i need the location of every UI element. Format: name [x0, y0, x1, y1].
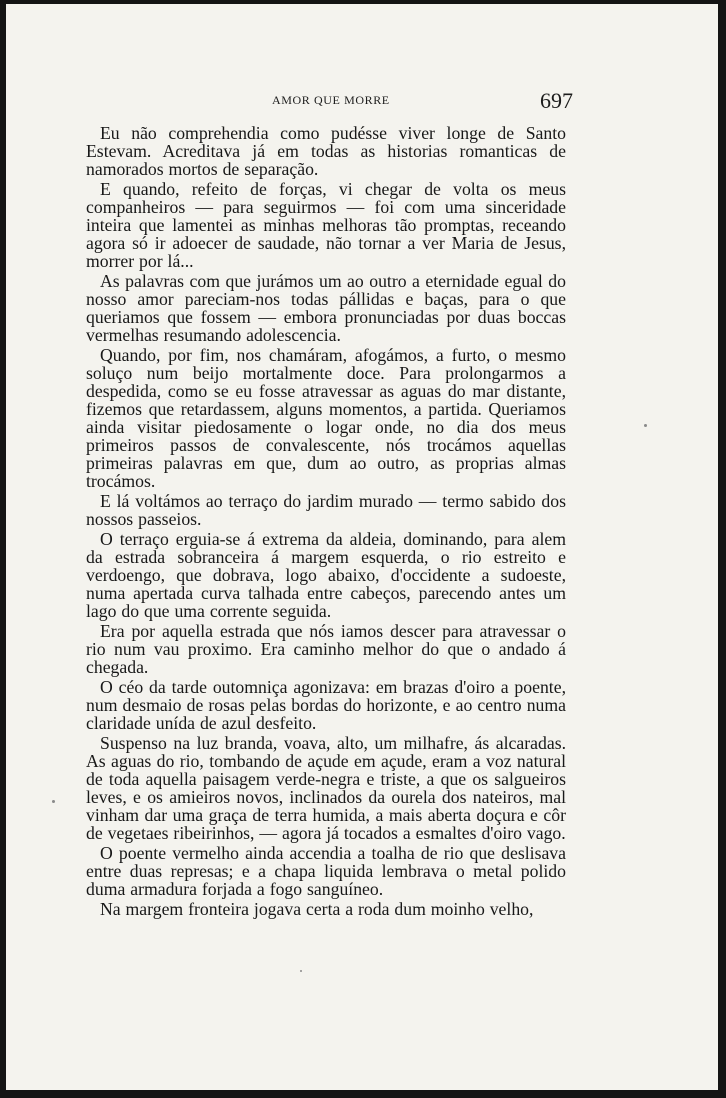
paper-speck: [300, 970, 302, 972]
paragraph: Eu não comprehendia como pudésse viver longe de Santo Estevam. Acreditava já em todas as historias romanticas de namorados mortos de separação.: [86, 123, 566, 179]
paragraph: Suspenso na luz branda, voava, alto, um milhafre, ás alcaradas. As aguas do rio, tombando de açude em açude, eram a voz natural de toda aquella paisagem verde-negra e triste, a que os salgueiros leves, e os amieiros novos, inclinados da ourela dos nateiros, mal vinham dar uma graça de terra humida, a mais aberta doçura e côr de vegetaes ribeirinhos, — agora já tocados a esmaltes d'oiro vago.: [86, 733, 566, 843]
paragraph: E quando, refeito de forças, vi chegar de volta os meus companheiros — para seguirmos — foi com uma sinceridade inteira que lamentei as minhas melhoras tão promptas, receando agora só ir adoecer de saudade, não tornar a ver Maria de Jesus, morrer por lá...: [86, 179, 566, 271]
paragraph: Era por aquella estrada que nós iamos descer para atravessar o rio num vau proximo. Era caminho melhor do que o andado á chegada.: [86, 621, 566, 677]
paragraph: As palavras com que jurámos um ao outro a eternidade egual do nosso amor pareciam-nos todas pállidas e baças, para o que queriamos que fossem — embora pronunciadas por duas boccas vermelhas resumando adolescencia.: [86, 271, 566, 345]
running-head: [0, 88, 726, 116]
paragraph: Quando, por fim, nos chamáram, afogámos, a furto, o mesmo soluço num beijo mortalmente doce. Para prolongarmos a despedida, como se eu fosse atravessar as aguas do mar distante, fizemos que retardassem, alguns momentos, a partida. Queriamos ainda visitar piedosamente o logar onde, no dia dos meus primeiros passos de convalescente, nós trocámos aquellas primeiras palavras em que, dum ao outro, as proprias almas trocámos.: [86, 345, 566, 491]
paragraph: Na margem fronteira jogava certa a roda dum moinho velho,: [100, 899, 534, 919]
body-text: [86, 124, 566, 920]
paragraph: O poente vermelho ainda accendia a toalha de rio que deslisava entre duas represas; e a chapa liquida lembrava o metal polido duma armadura forjada a fogo sanguíneo.: [86, 843, 566, 899]
paper-speck: [644, 424, 647, 427]
page-number: 697: [540, 88, 573, 113]
paragraph: O céo da tarde outomniça agonizava: em brazas d'oiro a poente, num desmaio de rosas pelas bordas do horizonte, e ao centro numa claridade unída de azul desfeito.: [86, 677, 566, 733]
paper-speck: [52, 800, 55, 803]
paragraph: O terraço erguia-se á extrema da aldeia, dominando, para alem da estrada sobranceira á margem esquerda, o rio estreito e verdoengo, que dobrava, logo abaixo, d'occidente a sudoeste, numa apertada curva talhada entre cabeços, parecendo antes um lago do que uma corrente seguida.: [86, 529, 566, 621]
paragraph: E lá voltámos ao terraço do jardim murado — termo sabido dos nossos passeios.: [86, 491, 566, 529]
running-title: AMOR QUE MORRE: [272, 93, 390, 107]
